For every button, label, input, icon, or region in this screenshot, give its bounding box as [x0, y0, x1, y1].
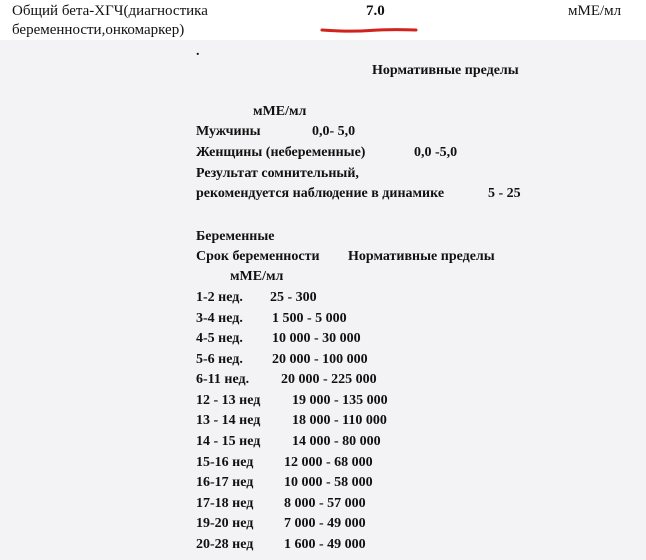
table-row	[196, 475, 373, 491]
result-value: 7.0	[366, 3, 385, 19]
row-term: 20-28 нед	[196, 537, 254, 552]
men-range: 0,0- 5,0	[312, 124, 356, 139]
result-unit: мМЕ/мл	[568, 3, 622, 19]
row-term: 13 - 14 нед	[196, 413, 261, 428]
table-row	[196, 331, 361, 347]
table-row	[196, 413, 387, 429]
row-range: 14 000 - 80 000	[292, 434, 381, 449]
table-row	[196, 311, 347, 327]
underline-stroke	[322, 30, 416, 32]
test-name-line2: беременности,онкомаркер)	[12, 22, 185, 38]
row-term: 4-5 нед.	[196, 331, 243, 346]
row-term: 16-17 нед	[196, 475, 254, 490]
separator-dot: .	[196, 44, 200, 59]
row-term: 17-18 нед	[196, 496, 254, 511]
row-range: 1 600 - 49 000	[284, 537, 366, 552]
row-range: 10 000 - 58 000	[284, 475, 373, 490]
row-range: 12 000 - 68 000	[284, 455, 373, 470]
table-row	[196, 516, 366, 532]
row-term: 1-2 нед.	[196, 290, 243, 305]
row-range: 7 000 - 49 000	[284, 516, 366, 531]
row-term: 5-6 нед.	[196, 352, 243, 367]
column-limits-header: Нормативные пределы	[348, 249, 495, 264]
handwritten-underline	[320, 27, 418, 33]
table-row	[196, 537, 366, 553]
women-range: 0,0 -5,0	[414, 145, 458, 160]
row-term: 19-20 нед	[196, 516, 254, 531]
women-label: Женщины (небеременные)	[196, 145, 366, 160]
reference-unit: мМЕ/мл	[253, 104, 307, 119]
table-row	[196, 372, 377, 388]
table-row	[196, 496, 366, 512]
row-range: 8 000 - 57 000	[284, 496, 366, 511]
table-row	[196, 352, 368, 368]
table-row	[196, 434, 381, 450]
row-term: 12 - 13 нед	[196, 393, 261, 408]
row-range: 25 - 300	[270, 290, 317, 305]
men-label: Мужчины	[196, 124, 261, 139]
table-row	[196, 290, 317, 306]
test-name-line1: Общий бета-ХГЧ(диагностика	[12, 3, 208, 19]
reference-title: Нормативные пределы	[372, 63, 519, 78]
table-row	[196, 455, 373, 471]
pregnancy-heading: Беременные	[196, 229, 275, 244]
row-term: 3-4 нед.	[196, 311, 243, 326]
pregnancy-unit: мМЕ/мл	[230, 269, 284, 284]
row-term: 14 - 15 нед	[196, 434, 261, 449]
row-term: 15-16 нед	[196, 455, 254, 470]
row-range: 19 000 - 135 000	[292, 393, 388, 408]
row-term: 6-11 нед.	[196, 372, 250, 387]
doubtful-range: 5 - 25	[488, 186, 521, 201]
doubtful-line1: Результат сомнительный,	[196, 166, 359, 181]
row-range: 18 000 - 110 000	[292, 413, 387, 428]
table-row	[196, 393, 388, 409]
column-term-header: Срок беременности	[196, 249, 320, 264]
doubtful-line2: рекомендуется наблюдение в динамике	[196, 186, 445, 201]
row-range: 10 000 - 30 000	[272, 331, 361, 346]
row-range: 20 000 - 225 000	[281, 372, 377, 387]
row-range: 1 500 - 5 000	[272, 311, 347, 326]
row-range: 20 000 - 100 000	[272, 352, 368, 367]
